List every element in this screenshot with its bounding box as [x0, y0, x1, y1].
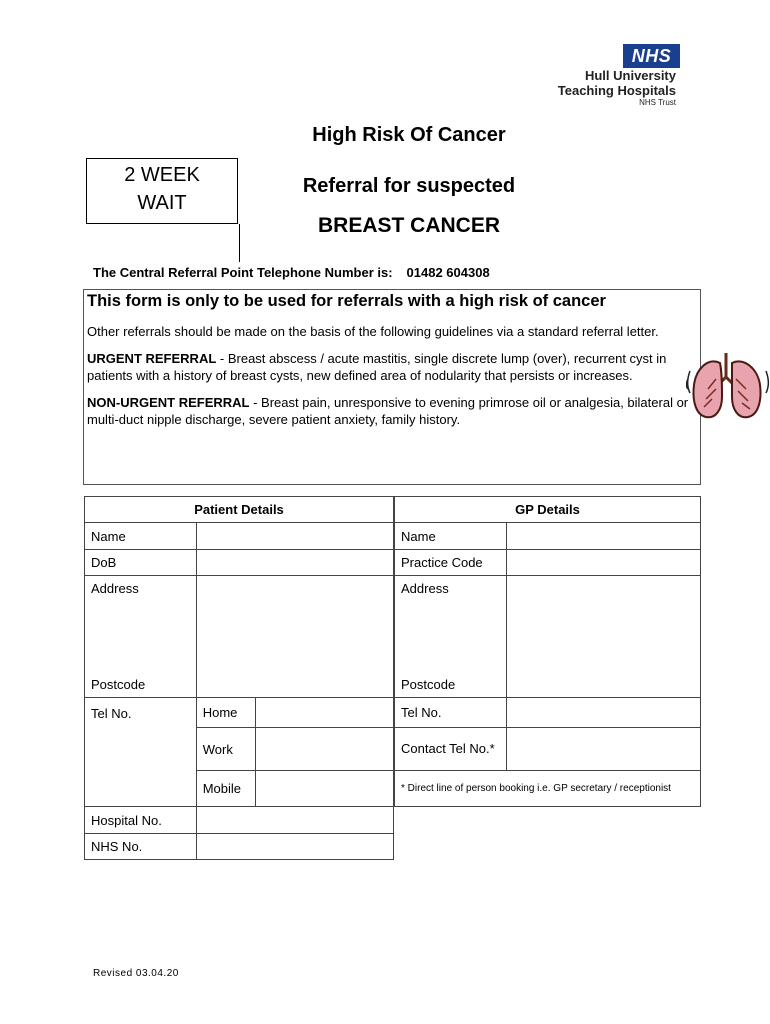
urgent-description: - Breast abscess / acute mastitis, single discrete lump (over), recurrent cyst in patients with a history of breast cysts, new defined area of nodularity that persists or increases. — [87, 351, 667, 383]
guidelines-intro: Other referrals should be made on the basis of the following guidelines via a standard referral letter. — [87, 324, 659, 339]
lungs-icon — [686, 349, 770, 425]
patient-nhs-no-label: NHS No. — [85, 834, 197, 860]
wait-line-2: WAIT — [137, 192, 187, 214]
guidelines-title: This form is only to be used for referrals with a high risk of cancer — [87, 292, 606, 310]
gp-contact-tel-field[interactable] — [506, 728, 700, 771]
gp-name-field[interactable] — [506, 523, 700, 550]
phone-info — [93, 265, 490, 280]
patient-address-label — [85, 576, 197, 698]
gp-details-header: GP Details — [395, 497, 701, 523]
non-urgent-description: - Breast pain, unresponsive to evening primrose oil or analgesia, bilateral or multi-duct nipple discharge, severe patient anxiety, family history. — [87, 395, 689, 427]
non-urgent-referral-text — [87, 394, 696, 428]
patient-details-table — [84, 496, 394, 860]
org-name-line1: Hull University — [584, 68, 676, 83]
patient-dob-label: DoB — [85, 550, 197, 576]
patient-mobile-label: Mobile — [196, 771, 255, 807]
patient-home-field[interactable] — [255, 698, 393, 728]
patient-work-label: Work — [196, 728, 255, 771]
gp-address-label — [395, 576, 507, 698]
non-urgent-label: NON-URGENT REFERRAL — [87, 395, 250, 410]
organisation-name — [558, 68, 676, 98]
patient-mobile-field[interactable] — [255, 771, 393, 807]
patient-tel-label: Tel No. — [85, 698, 197, 807]
patient-hospital-no-field[interactable] — [196, 807, 393, 834]
cancer-type-heading: BREAST CANCER — [317, 214, 500, 237]
org-trust: NHS Trust — [639, 98, 676, 107]
patient-name-field[interactable] — [196, 523, 393, 550]
gp-details-table — [394, 496, 701, 807]
phone-label: The Central Referral Point Telephone Number is: — [93, 265, 393, 280]
phone-number: 01482 604308 — [406, 265, 490, 280]
urgent-referral-text — [87, 350, 696, 384]
gp-address-text: Address — [401, 581, 449, 596]
patient-name-label: Name — [85, 523, 197, 550]
gp-postcode-label: Postcode — [401, 677, 456, 692]
page-title: High Risk Of Cancer — [312, 124, 506, 146]
patient-work-field[interactable] — [255, 728, 393, 771]
patient-nhs-no-field[interactable] — [196, 834, 393, 860]
patient-home-label: Home — [196, 698, 255, 728]
patient-hospital-no-label: Hospital No. — [85, 807, 197, 834]
gp-address-field[interactable] — [506, 576, 700, 698]
patient-address-text: Address — [91, 581, 139, 596]
guidelines-box — [83, 289, 701, 485]
gp-tel-label: Tel No. — [395, 698, 507, 728]
gp-practice-code-label: Practice Code — [395, 550, 507, 576]
gp-contact-tel-label: Contact Tel No.* — [395, 728, 507, 771]
patient-details-header: Patient Details — [85, 497, 394, 523]
patient-address-field[interactable] — [196, 576, 393, 698]
urgent-label: URGENT REFERRAL — [87, 351, 217, 366]
patient-dob-field[interactable] — [196, 550, 393, 576]
nhs-logo: NHS — [623, 44, 680, 68]
gp-tel-field[interactable] — [506, 698, 700, 728]
revision-date: Revised 03.04.20 — [93, 968, 179, 979]
gp-practice-code-field[interactable] — [506, 550, 700, 576]
gp-name-label: Name — [395, 523, 507, 550]
org-name-line2: Teaching Hospitals — [557, 83, 676, 98]
gp-contact-note: * Direct line of person booking i.e. GP secretary / receptionist — [395, 771, 701, 807]
wait-line-1: 2 WEEK — [124, 164, 200, 186]
patient-postcode-label: Postcode — [91, 677, 146, 692]
referral-subtitle: Referral for suspected — [302, 175, 516, 197]
